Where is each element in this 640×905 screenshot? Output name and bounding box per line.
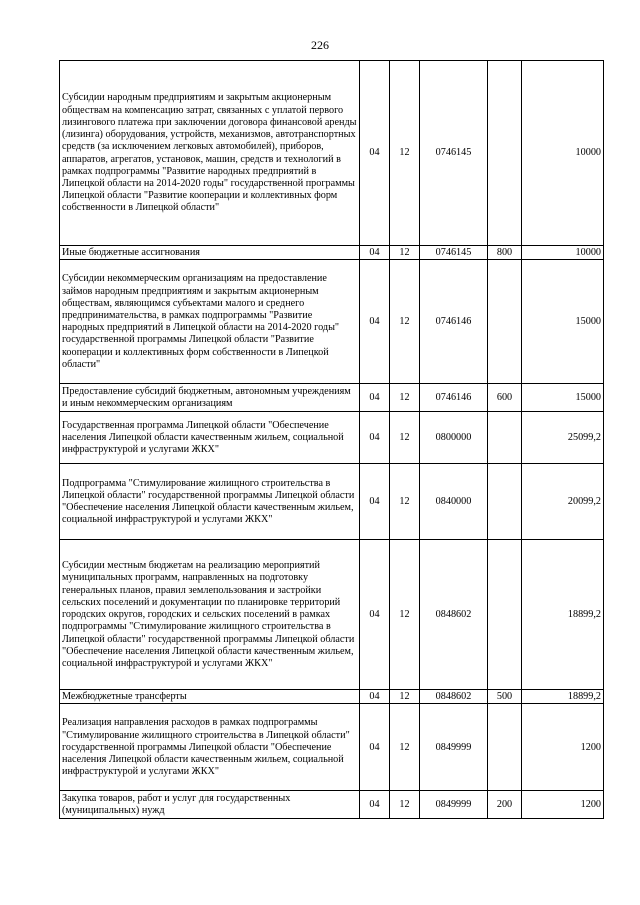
row-expense-type — [488, 540, 522, 690]
row-expense-type: 200 — [488, 791, 522, 819]
table-row — [60, 246, 604, 260]
table-row — [60, 464, 604, 540]
row-section: 04 — [360, 260, 390, 384]
row-description: Подпрограмма "Стимулирование жилищного строительства в Липецкой области" государственной программы Липецкой области "Обеспечение населения Липецкой области качественным жильем, социальной инфраструктурой и услугами ЖКХ" — [60, 464, 360, 540]
row-subsection: 12 — [390, 791, 420, 819]
row-section: 04 — [360, 384, 390, 412]
row-expense-type — [488, 704, 522, 791]
row-description: Иные бюджетные ассигнования — [60, 246, 360, 260]
row-amount: 1200 — [522, 791, 604, 819]
row-subsection: 12 — [390, 540, 420, 690]
table-row — [60, 791, 604, 819]
row-subsection: 12 — [390, 690, 420, 704]
row-target-article: 0848602 — [420, 540, 488, 690]
row-description: Закупка товаров, работ и услуг для государственных (муниципальных) нужд — [60, 791, 360, 819]
row-amount: 25099,2 — [522, 412, 604, 464]
row-expense-type: 600 — [488, 384, 522, 412]
row-target-article: 0746145 — [420, 246, 488, 260]
row-amount: 18899,2 — [522, 690, 604, 704]
row-description: Субсидии местным бюджетам на реализацию мероприятий муниципальных программ, направленных на подготовку генеральных планов, правил землепользования и застройки сельских поселений и документации по планировке территорий городских округов, городских и сельских поселений в рамках подпрограммы "Стимулирование жилищного строительства в Липецкой области" государственной программы Липецкой области "Обеспечение населения Липецкой области качественным жильем, социальной инфраструктурой и услугами ЖКХ" — [60, 540, 360, 690]
row-section: 04 — [360, 704, 390, 791]
row-amount: 10000 — [522, 61, 604, 246]
page-number: 226 — [311, 38, 329, 52]
row-subsection: 12 — [390, 464, 420, 540]
row-section: 04 — [360, 246, 390, 260]
row-description: Предоставление субсидий бюджетным, автономным учреждениям и иным некоммерческим организациям — [60, 384, 360, 412]
row-subsection: 12 — [390, 246, 420, 260]
row-description: Межбюджетные трансферты — [60, 690, 360, 704]
row-amount: 15000 — [522, 260, 604, 384]
table-row — [60, 704, 604, 791]
row-section: 04 — [360, 412, 390, 464]
row-amount: 10000 — [522, 246, 604, 260]
row-amount: 18899,2 — [522, 540, 604, 690]
row-expense-type — [488, 260, 522, 384]
row-section: 04 — [360, 540, 390, 690]
row-expense-type — [488, 464, 522, 540]
row-target-article: 0849999 — [420, 704, 488, 791]
row-expense-type — [488, 61, 522, 246]
row-target-article: 0746145 — [420, 61, 488, 246]
row-target-article: 0848602 — [420, 690, 488, 704]
row-subsection: 12 — [390, 61, 420, 246]
row-subsection: 12 — [390, 260, 420, 384]
row-description: Субсидии некоммерческим организациям на предоставление займов народным предприятиям и закрытым акционерным обществам, являющимся субъектами малого и среднего предпринимательства, в рамках подпрограммы "Развитие народных предприятий в Липецкой области на 2014-2020 годы" государственной программы Липецкой области "Развитие кооперации и коллективных форм собственности в Липецкой области" — [60, 260, 360, 384]
row-section: 04 — [360, 61, 390, 246]
row-amount: 1200 — [522, 704, 604, 791]
table-row — [60, 540, 604, 690]
table-row — [60, 260, 604, 384]
table-row — [60, 61, 604, 246]
table-row — [60, 412, 604, 464]
row-target-article: 0849999 — [420, 791, 488, 819]
row-section: 04 — [360, 690, 390, 704]
table-row — [60, 690, 604, 704]
table-row — [60, 384, 604, 412]
row-target-article: 0746146 — [420, 384, 488, 412]
row-amount: 15000 — [522, 384, 604, 412]
row-subsection: 12 — [390, 384, 420, 412]
row-description: Реализация направления расходов в рамках подпрограммы "Стимулирование жилищного строительства в Липецкой области" государственной программы Липецкой области "Обеспечение населения Липецкой области качественным жильем, социальной инфраструктурой и услугами ЖКХ" — [60, 704, 360, 791]
row-target-article: 0840000 — [420, 464, 488, 540]
row-description: Государственная программа Липецкой области "Обеспечение населения Липецкой области качественным жильем, социальной инфраструктурой и услугами ЖКХ" — [60, 412, 360, 464]
row-amount: 20099,2 — [522, 464, 604, 540]
row-subsection: 12 — [390, 412, 420, 464]
row-subsection: 12 — [390, 704, 420, 791]
row-expense-type — [488, 412, 522, 464]
row-section: 04 — [360, 791, 390, 819]
row-section: 04 — [360, 464, 390, 540]
row-target-article: 0800000 — [420, 412, 488, 464]
row-description: Субсидии народным предприятиям и закрытым акционерным обществам на компенсацию затрат, связанных с уплатой первого лизингового платежа при заключении договора финансовой аренды (лизинга) оборудования, устройств, механизмов, автотранспортных средств (за исключением легковых автомобилей), приборов, аппаратов, агрегатов, установок, машин, средств и технологий в рамках подпрограммы "Развитие народных предприятий в Липецкой области на 2014-2020 годы" государственной программы Липецкой области "Развитие кооперации и коллективных форм собственности в Липецкой области" — [60, 61, 360, 246]
row-target-article: 0746146 — [420, 260, 488, 384]
row-expense-type: 500 — [488, 690, 522, 704]
budget-table — [59, 60, 604, 819]
row-expense-type: 800 — [488, 246, 522, 260]
